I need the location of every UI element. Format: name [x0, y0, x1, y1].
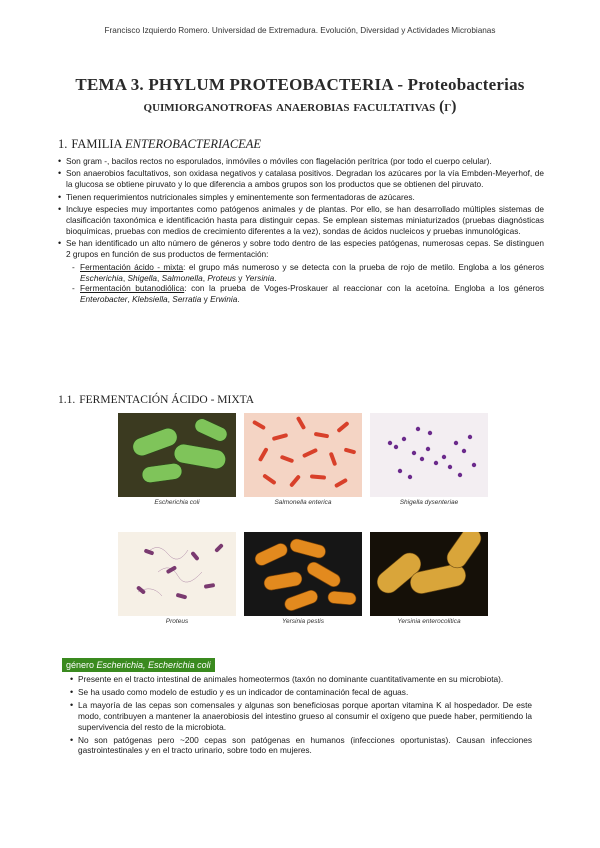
page-header: Francisco Izquierdo Romero. Universidad de Extremadura. Evolución, Diversidad y Actividades Microbianas	[104, 26, 496, 35]
bullet-item: • Se ha usado como modelo de estudio y es un indicador de contaminación fecal de aguas.	[70, 687, 532, 698]
figure-yersinia-enterocolitica	[370, 532, 488, 625]
bullet-item: • Tienen requerimientos nutricionales simples y eminentemente son fermentadoras de azúcares.	[58, 192, 544, 203]
figure-caption: Shigella dysenteriae	[399, 499, 459, 506]
genus-label-prefix: género	[66, 660, 97, 670]
title-line-1: TEMA 3. PHYLUM PROTEOBACTERIA - Proteobacterias	[75, 75, 525, 94]
section-1-1-heading-text: FERMENTACIÓN ÁCIDO - MIXTA	[79, 394, 255, 406]
bullet-item: • Incluye especies muy importantes como patógenos animales y de plantas. Por ello, se han desarrollado múltiples sistemas de clasificación taxonómica e identificación hasta para distinguir cepas. Se emplean sistemas miniaturizados (pruebas diagnósticas bioquímicas, pruebas con medios de crecimiento diferentes a la vez), sondas de ácidos nucleicos y pruebas inmunológicas.	[58, 204, 544, 237]
ecoli-body	[70, 674, 532, 758]
bullet-item: • Son gram -, bacilos rectos no esporulados, inmóviles o móviles con flagelación perítrica (por todo el cuerpo celular).	[58, 156, 544, 167]
separator: ,	[157, 272, 162, 283]
micrograph-escherichia-coli	[118, 413, 236, 497]
figure-salmonella-enterica	[244, 413, 362, 506]
section-1-number: 1.	[58, 137, 68, 151]
genus-name: Yersinia	[244, 272, 275, 283]
figure-caption: Escherichia coli	[154, 499, 200, 506]
separator: ,	[202, 272, 208, 283]
section-1-1-number: 1.1.	[58, 394, 76, 406]
figure-caption: Proteus	[165, 618, 189, 625]
section-1-heading-prefix: FAMILIA	[71, 137, 122, 151]
section-1-heading-family: ENTEROBACTERIACEAE	[124, 137, 262, 151]
sub-term: Fermentación butanodiólica	[80, 283, 185, 294]
bullet-item: • Presente en el tracto intestinal de animales homeotermos (taxón no dominante cuantitativamente en su microbiota).	[70, 674, 532, 685]
genus-label	[62, 658, 215, 672]
separator: y	[235, 272, 245, 283]
bullet-item: • La mayoría de las cepas son comensales y algunas son beneficiosas porque aportan vitamina K al hospedador. De este modo, contribuyen a mantener la anaerobiosis del intestino grueso al consumir el oxígeno que puede haber, permitiendo la supervivencia del resto de la microbiota.	[70, 700, 532, 733]
genus-name: Enterobacter	[80, 294, 128, 305]
genus-name: Erwinia	[210, 294, 238, 305]
sub-item-mixed-acid	[58, 262, 544, 284]
separator: ,	[167, 294, 173, 305]
figure-yersinia-pestis	[244, 532, 362, 625]
title-line-2: quimiorganotrofas anaerobias facultativas (γ)	[143, 98, 457, 115]
page-title	[0, 74, 600, 118]
genus-name: Proteus	[207, 272, 236, 283]
separator: .	[274, 272, 277, 283]
figure-caption: Yersinia pestis	[282, 618, 324, 625]
sub-text: : con la prueba de Voges-Proskauer al reaccionar con la acetoína. Engloba a los géneros	[184, 283, 544, 294]
separator: ,	[127, 294, 133, 305]
separator: y	[201, 294, 211, 305]
micrograph-shigella-dysenteriae	[370, 413, 488, 497]
figure-caption: Salmonella enterica	[274, 499, 332, 506]
sub-item-butanediol	[58, 283, 544, 305]
genus-label-name: Escherichia, Escherichia coli	[96, 660, 211, 670]
figure-proteus	[118, 532, 236, 625]
bullet-item: • Se han identificado un alto número de géneros y sobre todo dentro de las especies patógenas, numerosas cepas. Se distinguen 2 grupos en función de sus productos de fermentación:	[58, 238, 544, 260]
micrograph-yersinia-enterocolitica	[370, 532, 488, 616]
genus-name: Serratia	[172, 294, 202, 305]
figure-caption: Yersinia enterocolitica	[397, 618, 461, 625]
section-1-body	[58, 156, 544, 305]
bullet-item: • Son anaerobios facultativos, son oxidasa negativos y catalasa positivos. Degradan los azúcares por la vía Embden-Meyerhof, de la glucosa se obtiene piruvato y lo que diferencia a ambos grupos son los productos que se obtienen del piruvato.	[58, 168, 544, 190]
sub-term: Fermentación ácido - mixta	[80, 261, 184, 272]
genus-name: Klebsiella	[132, 294, 168, 305]
genus-name: Escherichia	[80, 272, 123, 283]
figure-escherichia-coli	[118, 413, 236, 506]
sub-text: : el grupo más numeroso y se detecta con la prueba de rojo de metilo. Engloba a los géneros	[183, 261, 544, 272]
micrograph-proteus	[118, 532, 236, 616]
section-1-1-heading	[58, 394, 254, 406]
figure-row-2	[118, 532, 488, 625]
genus-name: Shigella	[127, 272, 158, 283]
micrograph-salmonella-enterica	[244, 413, 362, 497]
separator: ,	[122, 272, 128, 283]
separator: .	[237, 294, 240, 305]
figure-shigella-dysenteriae	[370, 413, 488, 506]
genus-name: Salmonella	[161, 272, 203, 283]
bullet-item: • No son patógenas pero ~200 cepas son patógenas en humanos (infecciones oportunistas). Causan infecciones gastrointestinales y en el tracto urinario, sobre todo en mujeres.	[70, 735, 532, 757]
figure-row-1	[118, 413, 488, 506]
section-1-heading	[58, 137, 261, 152]
micrograph-yersinia-pestis	[244, 532, 362, 616]
